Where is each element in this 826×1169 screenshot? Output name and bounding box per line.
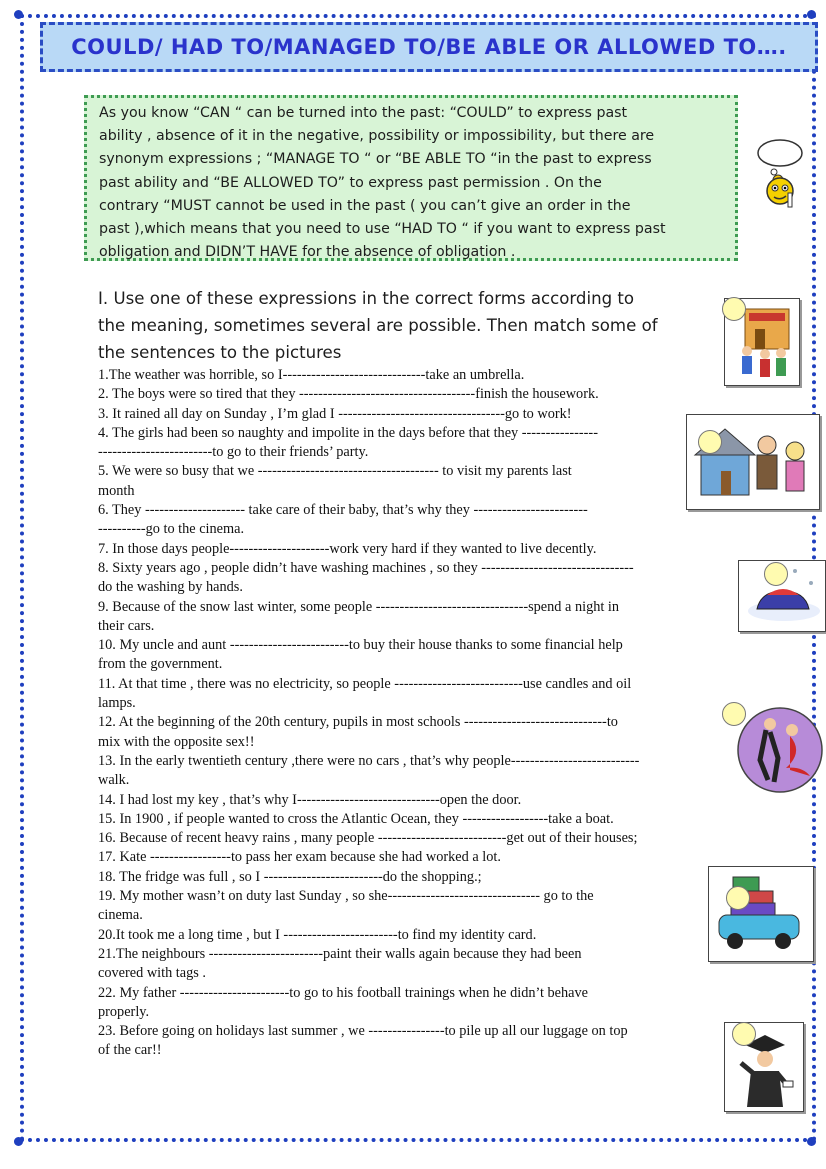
heading-line: the meaning, sometimes several are possible. Then match some of xyxy=(98,316,658,335)
sentence-line: 9. Because of the snow last winter, some people --------------------------------spend a night in xyxy=(98,598,620,615)
answer-circle[interactable] xyxy=(722,702,746,726)
sentence-line: month xyxy=(98,482,135,499)
sentence-line: 3. It rained all day on Sunday , I’m glad I -----------------------------------go to work! xyxy=(98,405,572,422)
sentence-line: lamps. xyxy=(98,695,136,712)
sentence-line: 14. I had lost my key , that’s why I------------------------------open the door. xyxy=(98,791,522,808)
heading-line: the sentences to the pictures xyxy=(98,343,342,362)
border-corner-dot xyxy=(14,10,23,19)
thinking-smiley-icon xyxy=(752,135,808,215)
sentence-line: ----------go to the cinema. xyxy=(98,521,245,538)
title-banner xyxy=(40,22,818,72)
sentence-line: 2. The boys were so tired that they -------------------------------------finish the housework. xyxy=(98,386,599,403)
exercise-heading xyxy=(98,285,718,366)
answer-circle[interactable] xyxy=(722,297,746,321)
sentence-line: 20.It took me a long time , but I ------------------------to find my identity card. xyxy=(98,926,537,943)
sentence-line: 5. We were so busy that we -------------------------------------- to visit my parents last xyxy=(98,463,572,480)
page-title: COULD/ HAD TO/MANAGED TO/BE ABLE OR ALLOWED TO…. xyxy=(71,35,787,59)
intro-line: synonym expressions ; “MANAGE TO “ or “BE ABLE TO “in the past to express xyxy=(99,151,652,168)
sentence-line: properly. xyxy=(98,1003,150,1020)
sentence-line: do the washing by hands. xyxy=(98,579,243,596)
sentence-line: 22. My father -----------------------to go to his football trainings when he didn’t behave xyxy=(98,984,589,1001)
car-with-luggage-picture xyxy=(708,866,814,962)
sentence-line: 18. The fridge was full , so I -------------------------do the shopping.; xyxy=(98,868,482,885)
sentence-line: 12. At the beginning of the 20th century, pupils in most schools ------------------------------to xyxy=(98,714,618,731)
family-house-picture xyxy=(686,414,820,510)
answer-circle[interactable] xyxy=(698,430,722,454)
sentence-line: cinema. xyxy=(98,907,143,924)
sentence-line: 16. Because of recent heavy rains , many people ---------------------------get out of their houses; xyxy=(98,830,638,847)
intro-line: As you know “CAN “ can be turned into the past: “COULD” to express past xyxy=(99,105,628,121)
sentence-line: their cars. xyxy=(98,617,155,634)
sentence-line: 4. The girls had been so naughty and impolite in the days before that they ---------------- xyxy=(98,424,598,441)
intro-line: past ability and “BE ALLOWED TO” to express past permission . On the xyxy=(99,174,602,191)
car-with-luggage-icon xyxy=(709,867,813,961)
sentence-line: 19. My mother wasn’t on duty last Sunday , so she-------------------------------- go to the xyxy=(98,888,594,905)
sentence-line: ------------------------to go to their friends’ party. xyxy=(98,444,369,461)
answer-circle[interactable] xyxy=(726,886,750,910)
border-corner-dot xyxy=(807,10,816,19)
intro-line: obligation and DIDN’T HAVE for the absence of obligation . xyxy=(99,244,516,261)
border-corner-dot xyxy=(14,1137,23,1146)
sentence-line: from the government. xyxy=(98,656,223,673)
answer-circle[interactable] xyxy=(732,1022,756,1046)
intro-line: ability , absence of it in the negative, possibility or impossibility, but there are xyxy=(99,128,655,145)
exercise-sentences xyxy=(98,366,726,1061)
intro-line: contrary “MUST cannot be used in the past ( you can’t give an order in the xyxy=(99,197,631,214)
sentence-line: walk. xyxy=(98,772,130,789)
intro-line: past ),which means that you need to use “HAD TO “ if you want to express past xyxy=(99,221,666,238)
answer-circle[interactable] xyxy=(764,562,788,586)
grammar-explanation-box xyxy=(84,95,738,261)
heading-line: I. Use one of these expressions in the correct forms according to xyxy=(98,289,635,308)
sentence-line: 7. In those days people---------------------work very hard if they wanted to live decently. xyxy=(98,540,597,557)
sentence-line: 6. They --------------------- take care of their baby, that’s why they ------------------------ xyxy=(98,502,588,519)
sentence-line: 1.The weather was horrible, so I------------------------------take an umbrella. xyxy=(98,367,525,383)
sentence-line: 23. Before going on holidays last summer , we ----------------to pile up all our luggage on top xyxy=(98,1023,628,1040)
sentence-line: 10. My uncle and aunt -------------------------to buy their house thanks to some financial help xyxy=(98,637,623,654)
sentence-line: 13. In the early twentieth century ,there were no cars , that’s why people--------------------------- xyxy=(98,752,640,769)
family-house-icon xyxy=(687,415,819,509)
sentence-line: of the car!! xyxy=(98,1042,162,1059)
border-corner-dot xyxy=(807,1137,816,1146)
sentence-line: covered with tags . xyxy=(98,965,206,982)
sentence-line: 8. Sixty years ago , people didn’t have washing machines , so they -------------------------------- xyxy=(98,559,634,576)
sentence-line: 15. In 1900 , if people wanted to cross the Atlantic Ocean, they ------------------take a boat. xyxy=(98,810,614,827)
sentence-line: 21.The neighbours ------------------------paint their walls again because they had been xyxy=(98,945,582,962)
sentence-line: 11. At that time , there was no electricity, so people ---------------------------use candles and oil xyxy=(98,675,632,692)
sentence-line: 17. Kate -----------------to pass her exam because she had worked a lot. xyxy=(98,849,501,866)
sentence-line: mix with the opposite sex!! xyxy=(98,733,255,750)
